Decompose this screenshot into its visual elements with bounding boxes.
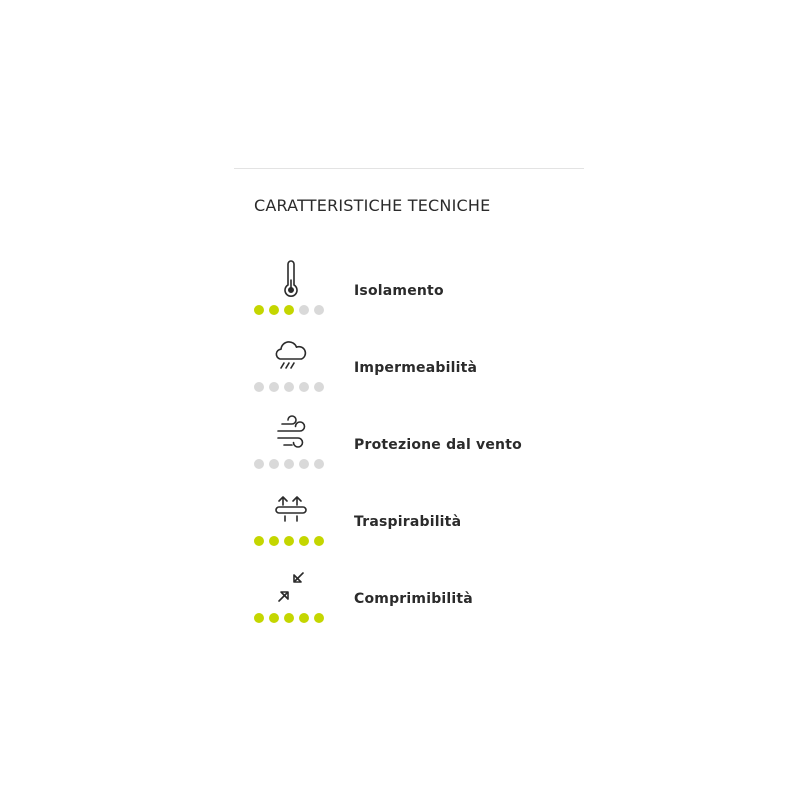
rating-dot (254, 305, 264, 315)
breathability-icon (268, 491, 314, 531)
rating-dot (314, 459, 324, 469)
rating-dot (254, 459, 264, 469)
feature-waterproofing (234, 337, 584, 414)
rating-dots (254, 382, 324, 394)
wind-icon (268, 414, 314, 454)
feature-breathability (234, 491, 584, 568)
compress-arrows-icon (268, 568, 314, 608)
rating-dot (299, 613, 309, 623)
rating-dot (299, 382, 309, 392)
rating-dot (314, 305, 324, 315)
rating-dots (254, 613, 324, 625)
rating-dot (269, 613, 279, 623)
rating-dot (254, 536, 264, 546)
rating-dot (314, 613, 324, 623)
rating-dot (284, 459, 294, 469)
feature-insulation (234, 260, 584, 337)
rating-dot (299, 459, 309, 469)
rating-dots (254, 536, 324, 548)
rating-dot (269, 305, 279, 315)
rating-dot (299, 536, 309, 546)
rating-dot (269, 382, 279, 392)
feature-label: Comprimibilità (354, 591, 473, 607)
thermometer-icon (268, 260, 314, 300)
feature-label: Isolamento (354, 283, 444, 299)
feature-label: Protezione dal vento (354, 437, 522, 453)
rating-dot (314, 382, 324, 392)
rating-dot (314, 536, 324, 546)
feature-compressibility (234, 568, 584, 645)
rain-cloud-icon (268, 337, 314, 377)
rating-dot (284, 305, 294, 315)
rating-dot (284, 382, 294, 392)
feature-label: Traspirabilità (354, 514, 462, 530)
feature-label: Impermeabilità (354, 360, 478, 376)
rating-dot (254, 613, 264, 623)
rating-dot (269, 536, 279, 546)
rating-dots (254, 459, 324, 471)
rating-dot (269, 459, 279, 469)
technical-features-panel (234, 168, 584, 607)
section-title: CARATTERISTICHE TECNICHE (254, 196, 491, 215)
rating-dot (254, 382, 264, 392)
feature-wind-protection (234, 414, 584, 491)
top-divider (234, 168, 584, 169)
rating-dots (254, 305, 324, 317)
rating-dot (284, 536, 294, 546)
rating-dot (284, 613, 294, 623)
rating-dot (299, 305, 309, 315)
